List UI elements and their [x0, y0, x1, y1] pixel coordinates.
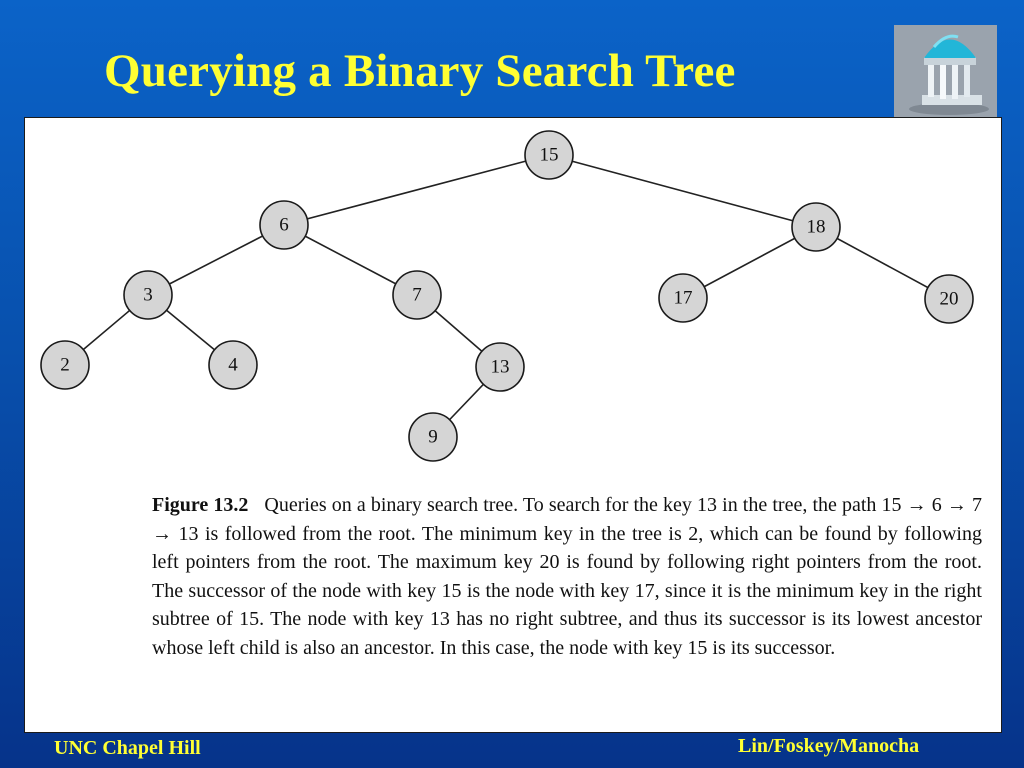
- tree-node-3: [124, 271, 172, 319]
- tree-node-13: [476, 343, 524, 391]
- tree-node-label: 15: [539, 144, 559, 166]
- tree-node-6: [260, 201, 308, 249]
- tree-node-7: [393, 271, 441, 319]
- figure-panel: [24, 117, 1002, 733]
- tree-node-4: [209, 341, 257, 389]
- tree-node-label: 13: [490, 356, 510, 378]
- footer-left: UNC Chapel Hill: [54, 737, 201, 759]
- tree-node-15: [525, 131, 573, 179]
- tree-edge-15-18: [549, 155, 816, 227]
- tree-node-label: 18: [806, 216, 826, 238]
- tree-node-18: [792, 203, 840, 251]
- tree-edge-15-6: [284, 155, 549, 225]
- tree-node-label: 3: [143, 284, 153, 306]
- tree-node-label: 4: [228, 354, 238, 376]
- tree-node-label: 17: [673, 287, 693, 309]
- tree-node-2: [41, 341, 89, 389]
- tree-node-label: 6: [279, 214, 289, 236]
- tree-node-9: [409, 413, 457, 461]
- old-well-logo: [894, 25, 997, 117]
- tree-node-17: [659, 274, 707, 322]
- binary-search-tree-diagram: [25, 118, 1001, 478]
- tree-node-label: 7: [412, 284, 422, 306]
- tree-node-label: 2: [60, 354, 70, 376]
- slide-title: Querying a Binary Search Tree: [104, 45, 736, 97]
- figure-caption: [152, 491, 982, 663]
- tree-node-20: [925, 275, 973, 323]
- tree-node-label: 9: [428, 426, 438, 448]
- figure-caption-text: Queries on a binary search tree. To search for the key 13 in the tree, the path 15 → 6 → 7 → 13 is followed from the root. The minimum key in the tree is 2, which can be found by following left pointers from the root. The maximum key 20 is found by following right pointers from the root. The successor of the node with key 15 is the node with key 17, since it is the minimum key in the right subtree of 15. The node with key 13 has no right subtree, and thus its successor is its lowest ancestor whose left child is also an ancestor. In this case, the node with key 15 is its successor.: [152, 494, 982, 659]
- footer-right: Lin/Foskey/Manocha: [738, 735, 920, 757]
- tree-node-label: 20: [939, 288, 959, 310]
- old-well-dome-icon: [894, 25, 997, 117]
- figure-label: Figure 13.2: [152, 494, 249, 516]
